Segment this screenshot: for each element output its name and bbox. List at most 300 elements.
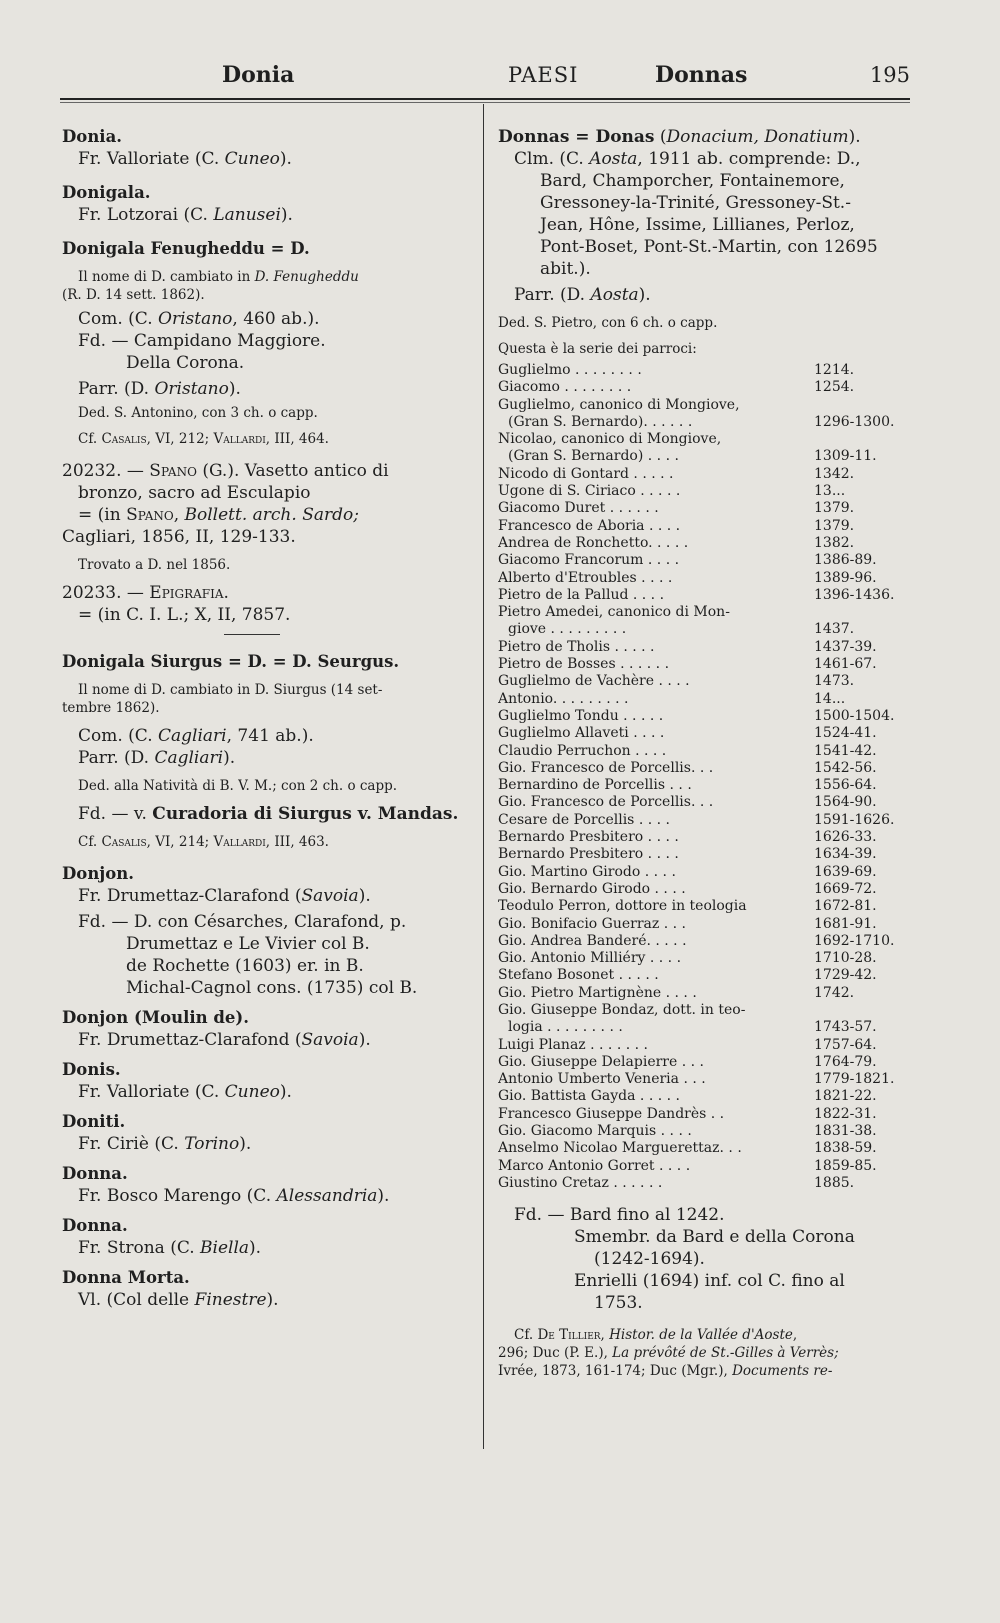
entry-donigala-siurgus <box>62 651 472 851</box>
parroco-name: Giacomo Duret . . . . . . <box>498 500 659 517</box>
parroco-row <box>498 431 910 448</box>
entry-place: Alessandria <box>276 1186 378 1206</box>
parroco-dates: 1379. <box>814 500 855 517</box>
parr-line <box>62 378 472 400</box>
parroco-dates: 1542-56. <box>814 759 877 776</box>
cf-text: , VI, 214; <box>146 834 214 850</box>
parroco-name: Luigi Planaz . . . . . . . <box>498 1036 648 1053</box>
ref-subject: Epigrafia. <box>149 583 229 603</box>
cf-text: Cf. <box>78 834 102 850</box>
parroco-dates: 1764-79. <box>814 1053 877 1070</box>
parroco-name: Alberto d'Etroubles . . . . <box>498 569 673 586</box>
entry-line <box>62 1289 472 1311</box>
entry-donna-2 <box>62 1215 472 1259</box>
cf-text: , <box>600 1327 610 1344</box>
parroco-row <box>498 691 910 708</box>
entry-donis <box>62 1059 472 1103</box>
fd-line <box>62 803 472 825</box>
parroco-name: Pietro de Bosses . . . . . . <box>498 656 670 673</box>
entry-text: Fr. Valloriate (C. <box>78 149 225 169</box>
parroco-name: Giacomo . . . . . . . . <box>498 379 632 396</box>
parroco-row <box>498 777 910 794</box>
entry-text: Fr. Bosco Marengo (C. <box>78 1186 277 1206</box>
running-head-right: Donnas <box>655 62 748 88</box>
entry-text-end: ). <box>239 1134 252 1154</box>
cf-title: Histor. de la Vallée d'Aoste <box>609 1327 793 1344</box>
parr-place: Cagliari <box>154 748 224 768</box>
parroco-dates: 1710-28. <box>814 950 877 967</box>
parroco-dates: 1564-90. <box>814 794 877 811</box>
parroco-dates: 1757-64. <box>814 1036 877 1053</box>
parroci-intro: Questa è la serie dei parroci: <box>498 341 697 357</box>
entry-title: Donia. <box>62 127 123 146</box>
separator-rule <box>224 634 280 635</box>
com-text-end: , 741 ab.). <box>226 726 314 746</box>
parroco-row <box>498 362 910 379</box>
entry-title: Donjon. <box>62 864 135 883</box>
parr-text: Parr. (D. <box>78 379 155 399</box>
parroco-dates: 1214. <box>814 362 855 378</box>
entry-text-end: ). <box>279 149 292 169</box>
cf-line <box>498 1326 910 1344</box>
fr-line <box>62 885 472 907</box>
entry-title: Donna Morta. <box>62 1268 190 1287</box>
parroco-row <box>498 621 910 638</box>
parr-line <box>62 747 472 769</box>
parroco-name: Gio. Giacomo Marquis . . . . <box>498 1123 692 1140</box>
fd-line: Fd. — D. con Césarches, Clarafond, p. <box>78 912 407 932</box>
clm-line-cont: Jean, Hône, Issime, Lillianes, Perloz, <box>540 215 855 235</box>
parr-text-end: ). <box>223 748 236 768</box>
cf-title: La prévôté de St.-Gilles à Verrès; <box>612 1345 839 1362</box>
entry-note <box>62 268 472 286</box>
parroco-dates: 13... <box>814 483 846 500</box>
ref-journal: Bollett. arch. Sardo; <box>184 505 359 525</box>
com-place: Cagliari <box>158 726 227 746</box>
cf-line <box>62 833 472 851</box>
parroco-name: Gio. Francesco de Porcellis. . . <box>498 794 714 811</box>
entry-title: Donigala Fenugheddu = D. <box>62 239 310 258</box>
parroco-row <box>498 673 910 690</box>
entry-line <box>62 1237 472 1259</box>
entry-donna-morta <box>62 1267 472 1311</box>
parroco-dates: 1859-85. <box>814 1157 877 1174</box>
parroco-row <box>498 414 910 431</box>
parroco-dates: 14... <box>814 690 846 707</box>
fd-line-cont: Drumettaz e Le Vivier col B. <box>126 934 370 954</box>
entry-donna-1 <box>62 1163 472 1207</box>
parroco-row <box>498 743 910 760</box>
com-text: Com. (C. <box>78 309 159 329</box>
entry-donnas <box>498 126 910 1380</box>
com-line <box>62 725 472 747</box>
parroco-row <box>498 587 910 604</box>
com-place: Oristano <box>158 309 233 329</box>
clm-line-cont: Pont-Boset, Pont-St.-Martin, con 12695 <box>540 237 878 257</box>
cf-author: Vallardi <box>213 431 266 447</box>
parroco-name: Andrea de Ronchetto. . . . . <box>498 534 689 551</box>
parroco-row <box>498 604 910 621</box>
parroco-dates: 1626-33. <box>814 829 877 846</box>
ref-author: Spano <box>149 461 197 481</box>
entry-text: Fr. Ciriè (C. <box>78 1134 185 1154</box>
entry-text-end: ). <box>377 1186 390 1206</box>
parroco-name: Antonio Umberto Veneria . . . <box>498 1071 706 1088</box>
parroco-name: Gio. Bonifacio Guerraz . . . <box>498 915 686 932</box>
ref-20233 <box>62 582 472 604</box>
cf-author: Casalis <box>101 431 147 447</box>
note-italic: D. Fenugheddu <box>254 269 359 285</box>
cf-title: Documents re- <box>732 1363 833 1380</box>
ded-line: Ded. alla Natività di B. V. M.; con 2 ch. o capp. <box>78 778 398 794</box>
parroco-name: Bernardo Presbitero . . . . <box>498 829 679 846</box>
parroco-row <box>498 760 910 777</box>
cf-text: , III, 464. <box>265 431 329 447</box>
parr-place: Oristano <box>154 379 229 399</box>
entry-text-end: ). <box>266 1290 279 1310</box>
fd-line: Fd. — Campidano Maggiore. <box>78 331 326 351</box>
parroco-name: Nicodo di Gontard . . . . . <box>498 465 674 482</box>
entry-text: Fr. Valloriate (C. <box>78 1082 225 1102</box>
entry-place: Cuneo <box>224 149 280 169</box>
parroco-row <box>498 864 910 881</box>
entry-title: Donna. <box>62 1164 128 1183</box>
parroco-dates: 1500-1504. <box>814 707 895 724</box>
fd-line-cont: Della Corona. <box>126 353 245 373</box>
clm-place: Aosta <box>589 149 638 169</box>
fd-ref: Curadoria di Siurgus v. Mandas. <box>152 804 459 824</box>
parroco-name: Giacomo Francorum . . . . <box>498 552 680 569</box>
parroco-row <box>498 518 910 535</box>
entry-donigala <box>62 182 472 226</box>
parroco-dates: 1729-42. <box>814 967 877 984</box>
parroco-row <box>498 379 910 396</box>
entry-line <box>62 148 472 170</box>
fr-place: Savoia <box>301 886 359 906</box>
entry-line <box>62 1185 472 1207</box>
entry-title: Donis. <box>62 1060 121 1079</box>
parroco-name: Marco Antonio Gorret . . . . <box>498 1157 691 1174</box>
parroco-name: Gio. Pietro Martignène . . . . <box>498 984 697 1001</box>
entry-donjon-moulin <box>62 1007 472 1051</box>
parroco-name: Francesco Giuseppe Dandrès . . <box>498 1105 725 1122</box>
parroco-row <box>498 552 910 569</box>
parr-text: Parr. (D. <box>514 285 591 305</box>
clm-line-cont: Gressoney-la-Trinité, Gressoney-St.- <box>540 193 851 213</box>
fr-line <box>62 1029 472 1051</box>
com-text: Com. (C. <box>78 726 159 746</box>
ref-20232 <box>62 460 472 482</box>
parroco-row <box>498 1158 910 1175</box>
parroco-dates: 1779-1821. <box>814 1071 895 1088</box>
parr-text-end: ). <box>638 285 651 305</box>
parroco-dates: 1672-81. <box>814 898 877 915</box>
parroco-row <box>498 967 910 984</box>
parroco-row <box>498 794 910 811</box>
parr-line <box>498 284 910 306</box>
entry-title <box>498 126 910 148</box>
ref-20232-l3 <box>62 504 472 526</box>
fr-text: Fr. Drumettaz-Clarafond ( <box>78 1030 302 1050</box>
note-text: Il nome di D. cambiato in <box>78 269 255 285</box>
entry-title: Donjon (Moulin de). <box>62 1008 249 1027</box>
parroco-dates <box>814 604 910 621</box>
parroco-row <box>498 656 910 673</box>
left-column <box>62 126 472 1311</box>
fd-line-cont: Smembr. da Bard e della Corona <box>574 1227 855 1248</box>
fd-line-cont: (1242-1694). <box>594 1249 705 1270</box>
parroco-dates <box>814 431 910 448</box>
parroco-row <box>498 846 910 863</box>
cf-line-cont <box>498 1362 910 1380</box>
parroco-name: (Gran S. Bernardo) . . . . <box>508 448 679 465</box>
fr-text: Fr. Drumettaz-Clarafond ( <box>78 886 302 906</box>
parroco-dates: 1743-57. <box>814 1019 877 1036</box>
parroco-row <box>498 933 910 950</box>
entry-title-text: ( <box>654 127 667 147</box>
ref-note: Trovato a D. nel 1856. <box>78 557 231 573</box>
clm-line-cont: Bard, Champorcher, Fontainemore, <box>540 171 845 191</box>
ded-line: Ded. S. Pietro, con 6 ch. o capp. <box>498 315 718 331</box>
cf-text: Cf. <box>514 1327 538 1344</box>
parroco-name: Guglielmo Allaveti . . . . <box>498 725 665 742</box>
entry-text-end: ). <box>249 1238 262 1258</box>
parroco-dates: 1591-1626. <box>814 811 895 828</box>
parroco-row <box>498 1054 910 1071</box>
parroco-dates: 1821-22. <box>814 1088 877 1105</box>
entry-line <box>62 1081 472 1103</box>
parroco-dates <box>814 1002 910 1019</box>
parroco-name: Gio. Martino Girodo . . . . <box>498 863 676 880</box>
entry-text-end: ). <box>280 205 293 225</box>
cf-author: Casalis <box>101 834 147 850</box>
clm-line <box>498 148 910 170</box>
parroco-name: Claudio Perruchon . . . . <box>498 742 667 759</box>
parroco-dates: 1541-42. <box>814 742 877 759</box>
parroco-row <box>498 1088 910 1105</box>
cf-line-cont <box>498 1344 910 1362</box>
fr-text-end: ). <box>358 1030 371 1050</box>
parroco-name: Gio. Andrea Banderé. . . . . <box>498 932 687 949</box>
parroco-dates: 1692-1710. <box>814 932 895 949</box>
entry-title: Donigala Siurgus = D. = D. Seurgus. <box>62 652 400 671</box>
entry-text: Vl. (Col delle <box>78 1290 195 1310</box>
parroco-name: Guglielmo, canonico di Mongiove, <box>498 396 740 413</box>
parr-place: Aosta <box>590 285 639 305</box>
parroco-name: Gio. Francesco de Porcellis. . . <box>498 759 714 776</box>
fd-text: Fd. — v. <box>78 804 153 824</box>
parroco-name: Bernardo Presbitero . . . . <box>498 846 679 863</box>
running-head-center: PAESI <box>508 63 579 87</box>
parroco-name: Anselmo Nicolao Marguerettaz. . . <box>498 1140 742 1157</box>
ref-text: = (in <box>78 505 127 525</box>
com-text-end: , 460 ab.). <box>232 309 320 329</box>
parroco-row <box>498 1106 910 1123</box>
parroco-row <box>498 725 910 742</box>
parroco-row <box>498 500 910 517</box>
cf-author: Vallardi <box>213 834 266 850</box>
parroco-dates: 1461-67. <box>814 656 877 673</box>
cf-text: Cf. <box>78 431 102 447</box>
parroco-dates: 1639-69. <box>814 863 877 880</box>
ref-num: 20233. — <box>62 583 150 603</box>
parroco-row <box>498 1037 910 1054</box>
parroco-dates: 1254. <box>814 379 855 396</box>
parroco-name: Nicolao, canonico di Mongiove, <box>498 431 722 448</box>
entry-title: Doniti. <box>62 1112 126 1131</box>
parroco-row <box>498 829 910 846</box>
running-head-left: Donia <box>222 62 295 88</box>
entry-note-cont: (R. D. 14 sett. 1862). <box>62 287 205 303</box>
parroco-dates: 1296-1300. <box>814 413 895 430</box>
page-number: 195 <box>869 63 910 87</box>
parroco-dates: 1742. <box>814 984 855 1001</box>
parroco-row <box>498 708 910 725</box>
entry-place: Finestre <box>194 1290 267 1310</box>
entry-donigala-fenugheddu <box>62 238 472 626</box>
entry-title-latin: Donacium, Donatium <box>666 127 849 147</box>
parroco-name: Stefano Bosonet . . . . . <box>498 967 659 984</box>
parroco-row <box>498 1123 910 1140</box>
parroco-name: Cesare de Porcellis . . . . <box>498 811 670 828</box>
ref-num: 20232. — <box>62 461 150 481</box>
fr-text-end: ). <box>358 886 371 906</box>
cf-text: Ivrée, 1873, 161-174; Duc (Mgr.), <box>498 1363 733 1380</box>
entry-place: Torino <box>184 1134 240 1154</box>
parroco-dates: 1838-59. <box>814 1140 877 1157</box>
fr-place: Savoia <box>301 1030 359 1050</box>
parroco-name: Gio. Antonio Milliéry . . . . <box>498 950 682 967</box>
parroco-dates: 1524-41. <box>814 725 877 742</box>
parroco-dates: 1396-1436. <box>814 586 895 603</box>
parroci-list <box>498 362 910 1192</box>
parroco-name: Ugone di S. Ciriaco . . . . . <box>498 483 681 500</box>
cf-line <box>62 430 472 448</box>
entry-title: Donna. <box>62 1216 128 1235</box>
ref-20232-l4: Cagliari, 1856, II, 129-133. <box>62 527 296 547</box>
entry-text: Fr. Lotzorai (C. <box>78 205 214 225</box>
parroco-row <box>498 985 910 1002</box>
parroco-name: (Gran S. Bernardo). . . . . . <box>508 413 693 430</box>
parroco-row <box>498 535 910 552</box>
parr-text-end: ). <box>228 379 241 399</box>
com-line <box>62 308 472 330</box>
fd-line-cont: Michal-Cagnol cons. (1735) col B. <box>126 978 418 998</box>
entry-note: Il nome di D. cambiato in D. Siurgus (14 set- <box>78 682 383 698</box>
parroco-row <box>498 570 910 587</box>
entry-donjon <box>62 863 472 999</box>
entry-line <box>62 1133 472 1155</box>
parroco-row <box>498 1002 910 1019</box>
parroco-dates <box>814 397 910 414</box>
parroco-row <box>498 1071 910 1088</box>
parroco-dates: 1831-38. <box>814 1123 877 1140</box>
fd-line-cont: 1753. <box>594 1293 643 1314</box>
parroco-name: giove . . . . . . . . . <box>508 621 627 638</box>
parroco-row <box>498 881 910 898</box>
parroco-row <box>498 448 910 465</box>
parroco-name: Guglielmo . . . . . . . . <box>498 362 642 378</box>
parr-text: Parr. (D. <box>78 748 155 768</box>
parroco-dates: 1379. <box>814 517 855 534</box>
cf-author: De Tillier <box>537 1327 601 1344</box>
ref-text: (G.). Vasetto antico di <box>196 461 389 481</box>
ref-20232-l2: bronzo, sacro ad Esculapio <box>78 483 311 503</box>
parroco-name: logia . . . . . . . . . <box>508 1019 623 1036</box>
entry-place: Biella <box>200 1238 250 1258</box>
parroco-name: Bernardino de Porcellis . . . <box>498 777 692 794</box>
cf-text: , VI, 212; <box>146 431 214 447</box>
entry-text-end: ). <box>279 1082 292 1102</box>
parroco-row <box>498 1140 910 1157</box>
parroco-name: Guglielmo Tondu . . . . . <box>498 707 664 724</box>
parroco-name: Giustino Cretaz . . . . . . <box>498 1174 663 1191</box>
entry-doniti <box>62 1111 472 1155</box>
parroco-name: Gio. Bernardo Girodo . . . . <box>498 880 686 897</box>
parroco-name: Gio. Battista Gayda . . . . . <box>498 1088 680 1105</box>
right-column <box>498 126 910 1380</box>
parroco-name: Pietro Amedei, canonico di Mon- <box>498 604 730 621</box>
parroco-name: Antonio. . . . . . . . . <box>498 690 629 707</box>
parroco-dates: 1386-89. <box>814 552 877 569</box>
entry-donia <box>62 126 472 170</box>
header-rule <box>60 98 910 100</box>
entry-title-bold: Donnas = Donas <box>498 127 655 147</box>
parroco-dates: 1309-11. <box>814 448 877 465</box>
parroco-name: Gio. Giuseppe Bondaz, dott. in teo- <box>498 1001 746 1018</box>
clm-text-end: , 1911 ab. comprende: D., <box>637 149 861 169</box>
clm-line-cont: abit.). <box>540 259 591 279</box>
entry-place: Lanusei <box>213 205 281 225</box>
parroco-dates: 1437-39. <box>814 638 877 655</box>
ded-line: Ded. S. Antonino, con 3 ch. o capp. <box>78 405 318 421</box>
fd-line-cont: de Rochette (1603) er. in B. <box>126 956 364 976</box>
column-divider <box>483 104 484 1449</box>
entry-line <box>62 204 472 226</box>
ref-author: Spano <box>126 505 174 525</box>
ref-20233-l2: = (in C. I. L.; X, II, 7857. <box>78 605 291 625</box>
parroco-row <box>498 483 910 500</box>
entry-title: Donigala. <box>62 183 151 202</box>
entry-title-end: ). <box>848 127 861 147</box>
parroco-dates: 1389-96. <box>814 569 877 586</box>
fd-line-cont: Enrielli (1694) inf. col C. fino al <box>574 1271 845 1292</box>
cf-text: , <box>792 1327 798 1344</box>
parroco-row <box>498 898 910 915</box>
parroco-name: Pietro de la Pallud . . . . <box>498 586 665 603</box>
parroco-dates: 1681-91. <box>814 915 877 932</box>
parroco-dates: 1473. <box>814 673 855 690</box>
entry-text: Fr. Strona (C. <box>78 1238 201 1258</box>
parroco-row <box>498 397 910 414</box>
cf-text: 296; Duc (P. E.), <box>498 1345 613 1362</box>
parroco-row <box>498 950 910 967</box>
ref-text: , <box>173 505 185 525</box>
parroco-row <box>498 466 910 483</box>
parroco-name: Gio. Giuseppe Delapierre . . . <box>498 1053 704 1070</box>
fd-line: Fd. — Bard fino al 1242. <box>514 1205 725 1226</box>
parroco-dates: 1342. <box>814 465 855 482</box>
parroco-name: Francesco de Aboria . . . . <box>498 517 681 534</box>
running-head <box>60 62 910 92</box>
parroco-row <box>498 1019 910 1036</box>
parroco-dates: 1669-72. <box>814 880 877 897</box>
cf-text: , III, 463. <box>265 834 329 850</box>
parroco-row <box>498 916 910 933</box>
header-rule-thin <box>60 102 910 103</box>
parroco-row <box>498 639 910 656</box>
parroco-dates: 1885. <box>814 1174 855 1191</box>
